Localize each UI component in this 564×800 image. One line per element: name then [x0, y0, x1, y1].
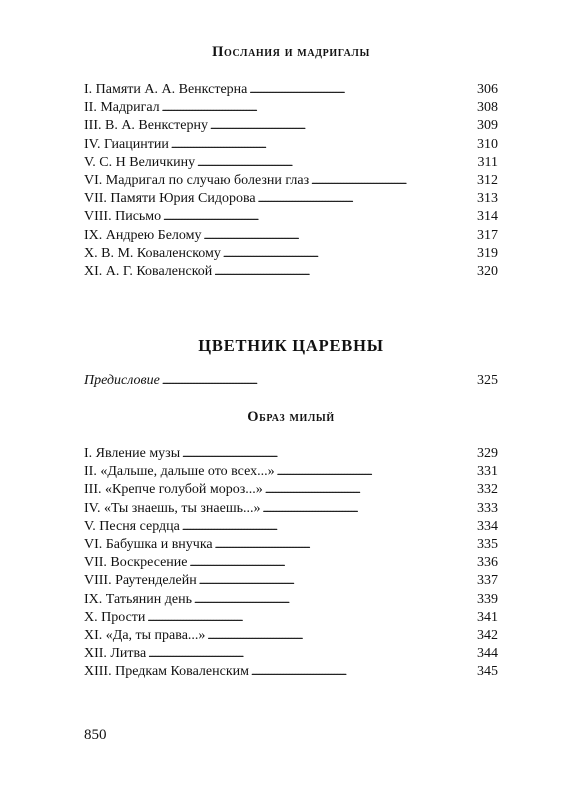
toc-entry-title: XI. «Да, ты права...» — [84, 627, 206, 643]
toc-entry — [84, 172, 498, 190]
dot-leader — [148, 645, 472, 664]
toc-entry — [84, 627, 498, 645]
dot-leader — [277, 463, 472, 482]
toc-entry-title: VIII. Письмо — [84, 209, 162, 225]
toc-entry — [84, 81, 498, 99]
toc-entry-page: 320 — [477, 263, 498, 279]
dot-leader — [204, 227, 472, 246]
toc-entry-page: 314 — [477, 209, 498, 225]
toc-entry — [84, 190, 498, 208]
toc-entry — [84, 445, 498, 463]
toc-entry — [84, 518, 498, 536]
toc-entry-page: 311 — [477, 154, 498, 170]
toc-entry — [84, 500, 498, 518]
dot-leader — [215, 536, 472, 555]
toc-entry-page: 341 — [477, 609, 498, 625]
dot-leader — [249, 81, 472, 100]
toc-entry — [84, 645, 498, 663]
toc-entry-title: III. В. А. Венкстерну — [84, 118, 208, 134]
toc-entry — [84, 263, 498, 281]
toc-entry — [84, 372, 498, 390]
toc-entry — [84, 663, 498, 681]
toc-entry — [84, 609, 498, 627]
toc-entry-page: 317 — [477, 227, 498, 243]
toc-entry-title: VII. Памяти Юрия Сидорова — [84, 191, 256, 207]
toc-entry-title: I. Памяти А. А. Венкстерна — [84, 82, 248, 97]
dot-leader — [163, 208, 472, 227]
dot-leader — [251, 663, 472, 682]
toc-entry-page: 333 — [477, 500, 498, 516]
toc-entry-page: 334 — [477, 518, 498, 534]
toc-entry — [84, 572, 498, 590]
toc-entry-page: 306 — [477, 82, 498, 97]
toc-entry-title: II. «Дальше, дальше ото всех...» — [84, 464, 275, 480]
toc-entry-title: IX. Андрею Белому — [84, 227, 202, 243]
toc-entry-title: IV. Гиацинтии — [84, 136, 169, 152]
section-heading-poslaniya: Послания и мадригалы — [212, 44, 370, 60]
toc-entry — [84, 481, 498, 499]
toc-entry-page: 342 — [477, 627, 498, 643]
toc-entry — [84, 154, 498, 172]
dot-leader — [258, 190, 472, 209]
toc-entry-page: 335 — [477, 536, 498, 552]
toc-entry — [84, 554, 498, 572]
toc-entry-page: 312 — [477, 172, 498, 188]
toc-entry-title: X. В. М. Коваленскому — [84, 245, 221, 261]
toc-entry-title: VI. Мадригал по случаю болезни глаз — [84, 172, 310, 188]
dot-leader — [197, 154, 472, 173]
toc-entry-page: 325 — [477, 373, 498, 388]
toc-entry — [84, 99, 498, 117]
toc-entry-page: 329 — [477, 446, 498, 461]
section-heading-tsvetnik: ЦВЕТНИК ЦАРЕВНЫ — [198, 336, 384, 355]
dot-leader — [182, 445, 472, 464]
toc-entry-title: X. Прости — [84, 609, 146, 625]
toc-entry-title: III. «Крепче голубой мороз...» — [84, 482, 263, 498]
toc-entry — [84, 591, 498, 609]
dot-leader — [311, 172, 472, 191]
toc-entry — [84, 536, 498, 554]
toc-entry — [84, 245, 498, 263]
toc-entry-page: 336 — [477, 555, 498, 571]
toc-entry-title: VIII. Раутенделейн — [84, 573, 197, 589]
section-heading-obraz-milyi: Образ милый — [247, 409, 335, 425]
toc-entry — [84, 208, 498, 226]
toc-list-obraz-milyi — [84, 445, 498, 681]
page-number: 850 — [84, 727, 107, 743]
dot-leader — [147, 609, 472, 628]
toc-entry-page: 309 — [477, 118, 498, 134]
dot-leader — [194, 591, 472, 610]
toc-entry-page: 345 — [477, 664, 498, 680]
toc-entry-title: XII. Литва — [84, 646, 147, 662]
toc-entry — [84, 227, 498, 245]
toc-entry — [84, 136, 498, 154]
dot-leader — [190, 554, 473, 573]
toc-entry-title: IV. «Ты знаешь, ты знаешь...» — [84, 500, 261, 516]
toc-entry-title: XIII. Предкам Коваленским — [84, 664, 249, 680]
toc-list-tsvetnik — [84, 372, 498, 390]
dot-leader — [162, 99, 472, 118]
toc-entry-page: 332 — [477, 482, 498, 498]
toc-entry-page: 319 — [477, 245, 498, 261]
dot-leader — [182, 518, 472, 537]
dot-leader — [162, 372, 472, 391]
dot-leader — [214, 263, 472, 282]
toc-entry-title: I. Явление музы — [84, 446, 181, 461]
dot-leader — [171, 136, 472, 155]
toc-entry-title: VII. Воскресение — [84, 555, 188, 571]
dot-leader — [262, 500, 472, 519]
toc-entry-page: 331 — [477, 464, 498, 480]
toc-entry-page: 337 — [477, 573, 498, 589]
dot-leader — [223, 245, 472, 264]
toc-entry-title: V. Песня сердца — [84, 518, 180, 534]
dot-leader — [265, 481, 472, 500]
toc-entry-page: 308 — [477, 100, 498, 116]
toc-entry — [84, 463, 498, 481]
toc-entry-page: 339 — [477, 591, 498, 607]
toc-list-poslaniya — [84, 81, 498, 281]
dot-leader — [207, 627, 472, 646]
toc-entry-title: II. Мадригал — [84, 100, 160, 116]
toc-entry-page: 310 — [477, 136, 498, 152]
toc-entry-title: VI. Бабушка и внучка — [84, 536, 213, 552]
toc-entry-title: IX. Татьянин день — [84, 591, 192, 607]
dot-leader — [199, 572, 472, 591]
toc-entry-title: XI. А. Г. Коваленской — [84, 263, 213, 279]
toc-entry-title: V. С. Н Величкину — [84, 154, 196, 170]
toc-entry-page: 313 — [477, 191, 498, 207]
toc-entry-title: Предисловие — [84, 373, 160, 388]
toc-entry-page: 344 — [477, 646, 498, 662]
dot-leader — [210, 117, 472, 136]
toc-entry — [84, 117, 498, 135]
